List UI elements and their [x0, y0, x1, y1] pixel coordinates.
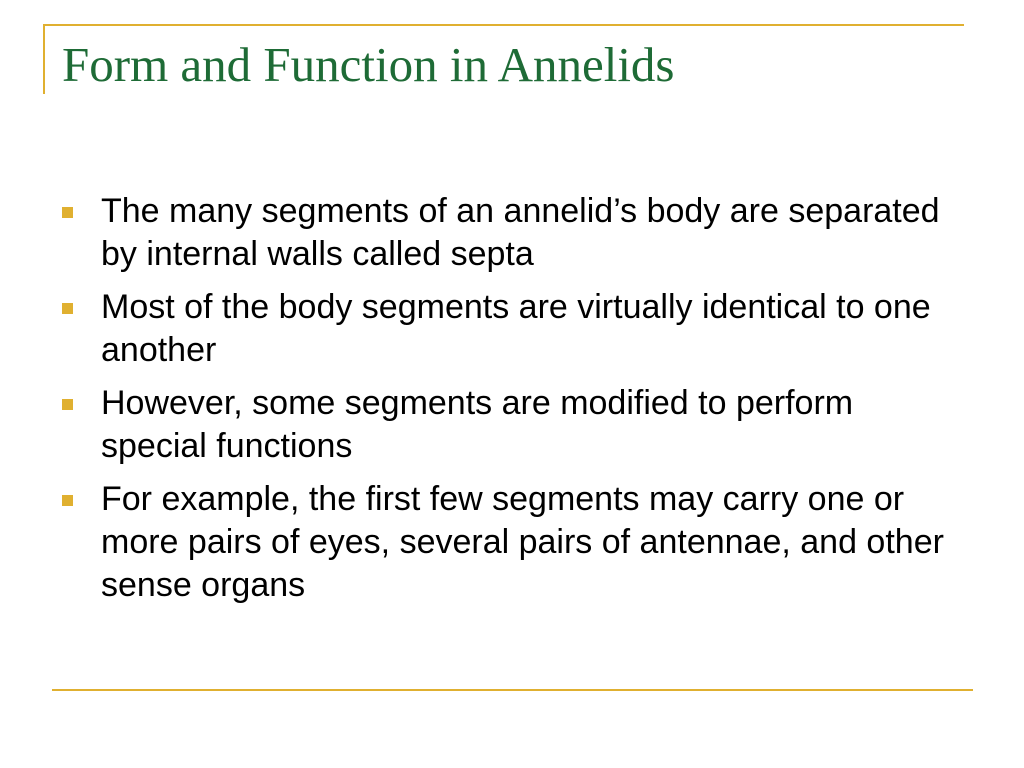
- bullet-text: For example, the first few segments may carry one or more pairs of eyes, several pairs of antennae, and other sense organs: [101, 480, 944, 604]
- square-bullet-icon: [62, 207, 73, 218]
- bullet-item: [62, 286, 962, 372]
- title-frame-top-line: [43, 24, 964, 26]
- bullet-text: However, some segments are modified to perform special functions: [101, 384, 854, 465]
- bullet-list: [62, 190, 962, 617]
- bullet-text: The many segments of an annelid’s body are separated by internal walls called septa: [101, 192, 940, 273]
- square-bullet-icon: [62, 495, 73, 506]
- bullet-item: [62, 382, 962, 468]
- slide-title: Form and Function in Annelids: [62, 37, 675, 92]
- footer-divider-line: [52, 689, 973, 691]
- square-bullet-icon: [62, 399, 73, 410]
- square-bullet-icon: [62, 303, 73, 314]
- bullet-item: [62, 478, 962, 607]
- bullet-item: [62, 190, 962, 276]
- bullet-text: Most of the body segments are virtually identical to one another: [101, 288, 931, 369]
- title-frame-left-line: [43, 24, 45, 94]
